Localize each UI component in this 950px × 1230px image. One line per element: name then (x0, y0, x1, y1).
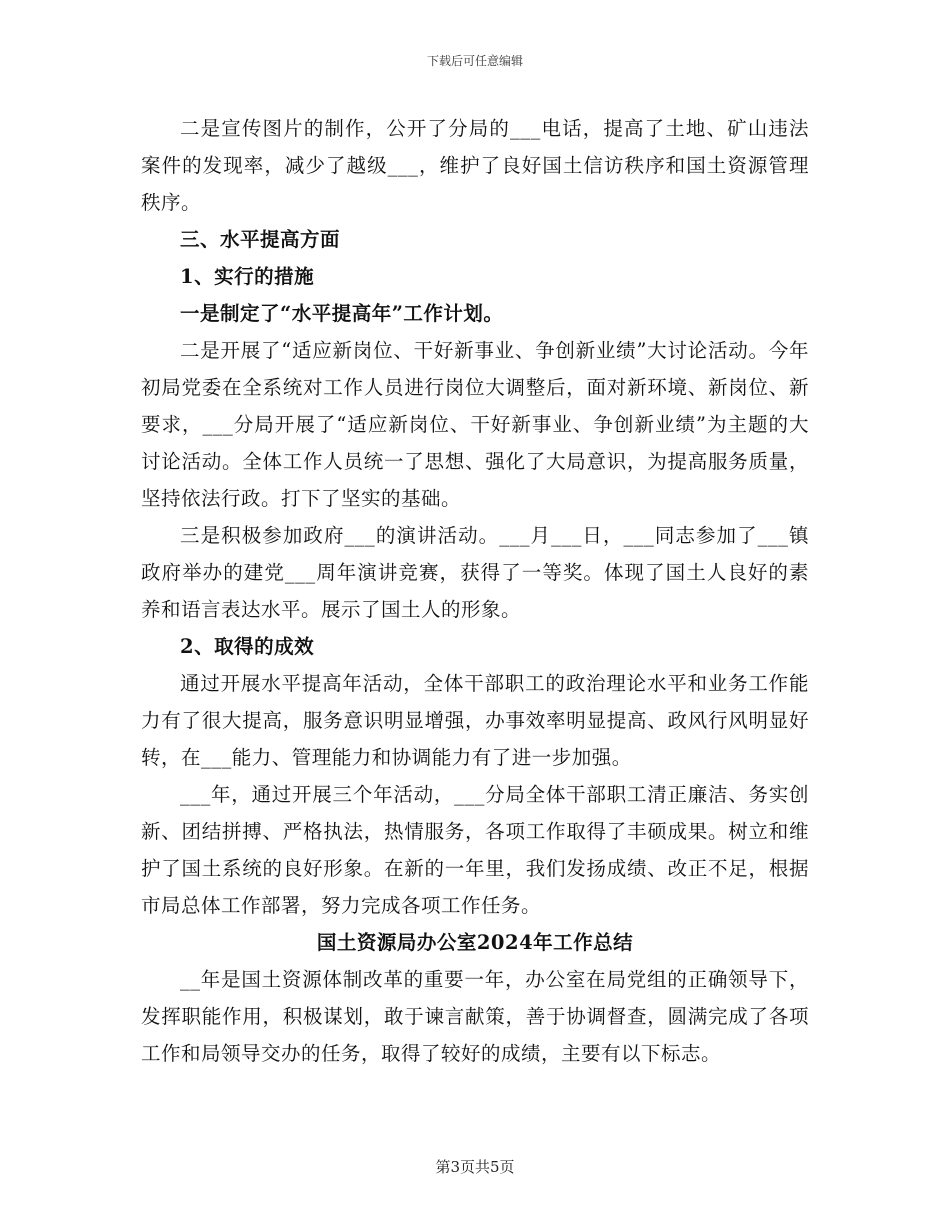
paragraph-discussion-activity: 二是开展了“适应新岗位、干好新事业、争创新业绩”大讨论活动。今年初局党委在全系统对工作人员进行岗位大调整后，面对新环境、新岗位、新要求，___分局开展了“适应新岗位、干好新事业、争创新业绩”为主题的大讨论活动。全体工作人员统一了思想、强化了大局意识，为提高服务质量，坚持依法行政。打下了坚实的基础。 (141, 339, 809, 510)
paragraph-office-intro: __年是国土资源体制改革的重要一年，办公室在局党组的正确领导下，发挥职能作用，积极谋划，敢于谏言献策，善于协调督查，圆满完成了各项工作和局领导交办的任务，取得了较好的成绩，主要有以下标志。 (141, 968, 809, 1065)
paragraph-speech-activity: 三是积极参加政府___的演讲活动。___月___日，___同志参加了___镇政府举办的建党___周年演讲竞赛，获得了一等奖。体现了国土人良好的素养和语言表达水平。展示了国土人的形象。 (141, 524, 809, 621)
document-body (141, 110, 809, 1072)
document-title: 国土资源局办公室2024年工作总结 (316, 931, 634, 954)
paragraph-publicity: 二是宣传图片的制作，公开了分局的___电话，提高了土地、矿山违法案件的发现率，减少了越级___，维护了良好国土信访秩序和国土资源管理秩序。 (141, 117, 809, 214)
subheading-results: 2、取得的成效 (180, 635, 315, 658)
section-heading-level-improvement: 三、水平提高方面 (180, 228, 341, 251)
page-number-footer: 第3页共5页 (435, 1158, 515, 1176)
subheading-measures: 1、实行的措施 (180, 265, 315, 288)
paragraph-results: 通过开展水平提高年活动，全体干部职工的政治理论水平和业务工作能力有了很大提高，服务意识明显增强，办事效率明显提高、政风行风明显好转，在___能力、管理能力和协调能力有了进一步加强。 (141, 672, 809, 769)
paragraph-annual-summary: ___年，通过开展三个年活动，___分局全体干部职工清正廉洁、务实创新、团结拼搏、严格执法，热情服务，各项工作取得了丰硕成果。树立和维护了国土系统的良好形象。在新的一年里，我们发扬成绩、改正不足，根据市局总体工作部署，努力完成各项工作任务。 (141, 783, 809, 917)
page-header: 下载后可任意编辑 (426, 54, 523, 68)
bold-item-work-plan: 一是制定了“水平提高年”工作计划。 (180, 302, 504, 325)
